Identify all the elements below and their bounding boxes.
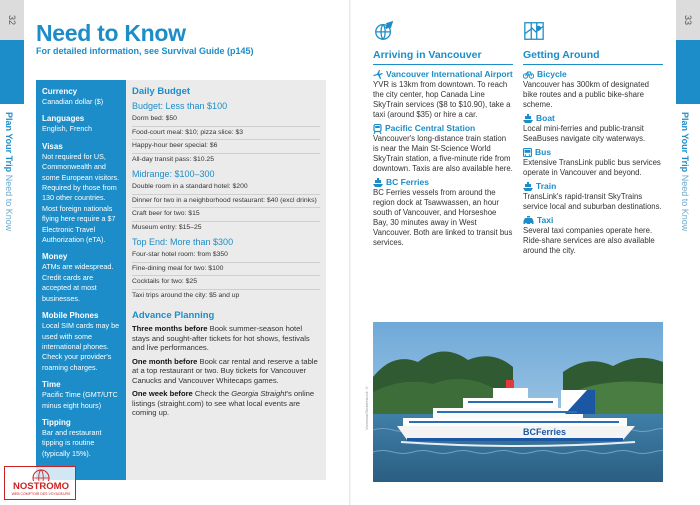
- plan-item-one-month: One month before Book car rental and reserve a table at a top restaurant or two. Buy tickets for Vancouver Canucks and Vancouver Whitecaps games.: [132, 356, 318, 385]
- photo-credit: Vanessa/Shutterstock ©: [364, 385, 369, 430]
- budget-tier-list: [132, 113, 320, 166]
- ferry-illustration: [373, 322, 663, 482]
- fact-visas: [42, 142, 121, 246]
- fact-text: Local SIM cards may be used with some international phones. Check your provider's roaming charges.: [42, 321, 120, 372]
- fact-text: English, French: [42, 124, 92, 134]
- plan-item-one-week: One week before Check the Georgia Straight's online listings (straight.com) to see what local events are coming up.: [132, 389, 315, 417]
- taxi-text: Several taxi companies operate here. Ride-share services are also available around the city.: [523, 226, 655, 255]
- fact-tipping: [42, 418, 121, 459]
- budget-tier-label: Budget: Less than $100: [132, 101, 228, 111]
- airport-heading: Vancouver International Airport: [373, 69, 513, 80]
- stamp-tagline: WEB COMPTOIR DES VOYAGEURS: [11, 492, 71, 496]
- fact-time: [42, 380, 121, 411]
- getting-around-heading: Getting Around: [523, 49, 663, 65]
- section-tab-label: Plan Your Trip Need to Know: [680, 112, 690, 232]
- station-text: Vancouver's long-distance train station is near the Main St-Science World SkyTrain station, a five-minute ride from downtown. Taxis are also available here.: [373, 134, 513, 173]
- budget-line: Cocktails for two: $25: [132, 276, 320, 290]
- getting-around-column: [523, 20, 663, 258]
- stamp-name: NOSTROMO: [13, 481, 69, 492]
- taxi-heading: Taxi: [523, 215, 663, 226]
- fact-heading: Mobile Phones: [42, 311, 99, 321]
- fact-money: [42, 252, 121, 304]
- plan-item-three-months: Three months before Book summer-season hotel stays and sought-after tickets for hot shows, festivals and live performances.: [132, 324, 310, 352]
- budget-panel: [126, 80, 326, 480]
- budget-tier-list: [132, 249, 320, 302]
- fact-languages: [42, 114, 121, 134]
- fact-heading: Languages: [42, 114, 85, 124]
- budget-line: All-day transit pass: $10.25: [132, 155, 214, 163]
- budget-tier-list: [132, 181, 320, 234]
- left-side-tab: [0, 0, 24, 505]
- advance-planning-heading: Advance Planning: [132, 310, 215, 321]
- ferry-hull-lettering: BCFerries: [523, 427, 567, 437]
- boat-icon: [373, 178, 383, 188]
- fact-text: Bar and restaurant tipping is routine (typically 15%).: [42, 427, 102, 458]
- map-icon: [523, 20, 545, 42]
- page-title: Need to Know: [36, 20, 186, 46]
- fact-mobile-phones: [42, 311, 121, 373]
- quick-facts-box: [36, 80, 126, 480]
- boat-heading: Boat: [523, 113, 663, 124]
- budget-line: Museum entry: $15–25: [132, 223, 202, 231]
- page-number-left: 32: [0, 0, 24, 40]
- boat-text: Local mini-ferries and public-transit SeaBuses navigate city waterways.: [523, 124, 646, 143]
- page-gutter: [349, 0, 351, 505]
- bus-heading: Bus: [523, 147, 663, 158]
- fact-text: Pacific Time (GMT/UTC minus eight hours): [42, 390, 118, 410]
- fact-heading: Time: [42, 380, 61, 390]
- page-number-right: 33: [676, 0, 700, 40]
- bicycle-text: Vancouver has 300km of designated bike routes and a public bike-share scheme.: [523, 80, 649, 109]
- airport-text: YVR is 13km from downtown. To reach the city center, hop Canada Line SkyTrain services ($8 to $10.90), take a taxi (around $35) or hire a car.: [373, 80, 511, 119]
- fact-heading: Money: [42, 252, 68, 262]
- page-subtitle: For detailed information, see Survival Guide (p145): [36, 46, 254, 56]
- right-side-tab: [676, 0, 700, 505]
- budget-line: Happy-hour beer special: $6: [132, 140, 320, 154]
- section-tab-label: Plan Your Trip Need to Know: [4, 112, 14, 232]
- globe-plane-icon: [373, 20, 395, 42]
- budget-line: Four-star hotel room: from $350: [132, 249, 320, 263]
- budget-line: Food-court meal: $10; pizza slice: $3: [132, 127, 320, 141]
- nostromo-stamp: [4, 466, 76, 500]
- fact-heading: Tipping: [42, 417, 71, 427]
- bus-icon: [523, 148, 532, 158]
- train-icon: [523, 182, 533, 192]
- ferries-text: BC Ferries vessels from around the region dock at Tsawwassen, an hour south of Vancouver, and Horseshoe Bay, 30 minutes away in West Vancouver. Both are linked to transit bus services.: [373, 188, 513, 247]
- ferry-photo: [373, 322, 663, 482]
- fact-heading: Currency: [42, 87, 78, 96]
- arriving-heading: Arriving in Vancouver: [373, 49, 513, 65]
- daily-budget-heading: Daily Budget: [132, 86, 191, 97]
- station-heading: Pacific Central Station: [373, 123, 513, 134]
- budget-line: Fine-dining meal for two: $100: [132, 263, 320, 277]
- train-heading: Train: [523, 181, 663, 192]
- bus-text: Extensive TransLink public bus services operate in Vancouver and beyond.: [523, 158, 661, 177]
- fact-text: Not required for US, Commonwealth and some European visitors. Required by those from 130 other countries. Most foreign nationals flying here require a $7 Electronic Travel Authorization (eTA).: [42, 151, 120, 245]
- train-text: TransLink's rapid-transit SkyTrains service local and suburban destinations.: [523, 192, 662, 211]
- bicycle-icon: [523, 70, 534, 79]
- boat-icon: [523, 114, 533, 124]
- ferries-heading: BC Ferries: [373, 177, 513, 188]
- bicycle-heading: Bicycle: [523, 69, 663, 80]
- section-color-bar: [676, 40, 700, 104]
- budget-line: Craft beer for two: $15: [132, 208, 320, 222]
- fact-text: ATMs are widespread. Credit cards are accepted at most businesses.: [42, 262, 114, 303]
- budget-line: Dorm bed: $50: [132, 113, 320, 127]
- midrange-tier-label: Midrange: $100–300: [132, 169, 215, 179]
- budget-line: Dinner for two in a neighborhood restaurant: $40 (excl drinks): [132, 195, 320, 209]
- section-color-bar: [0, 40, 24, 104]
- fact-currency: [42, 87, 121, 107]
- budget-line: Double room in a standard hotel: $200: [132, 181, 320, 195]
- top-end-tier-label: Top End: More than $300: [132, 237, 234, 247]
- arriving-column: [373, 20, 513, 250]
- fact-text: Canadian dollar ($): [42, 97, 104, 106]
- taxi-icon: [523, 216, 534, 225]
- budget-line: Taxi trips around the city: $5 and up: [132, 291, 240, 299]
- fact-heading: Visas: [42, 141, 63, 151]
- train-icon: [373, 124, 382, 134]
- globe-icon: [5, 467, 77, 481]
- plane-icon: [373, 70, 383, 80]
